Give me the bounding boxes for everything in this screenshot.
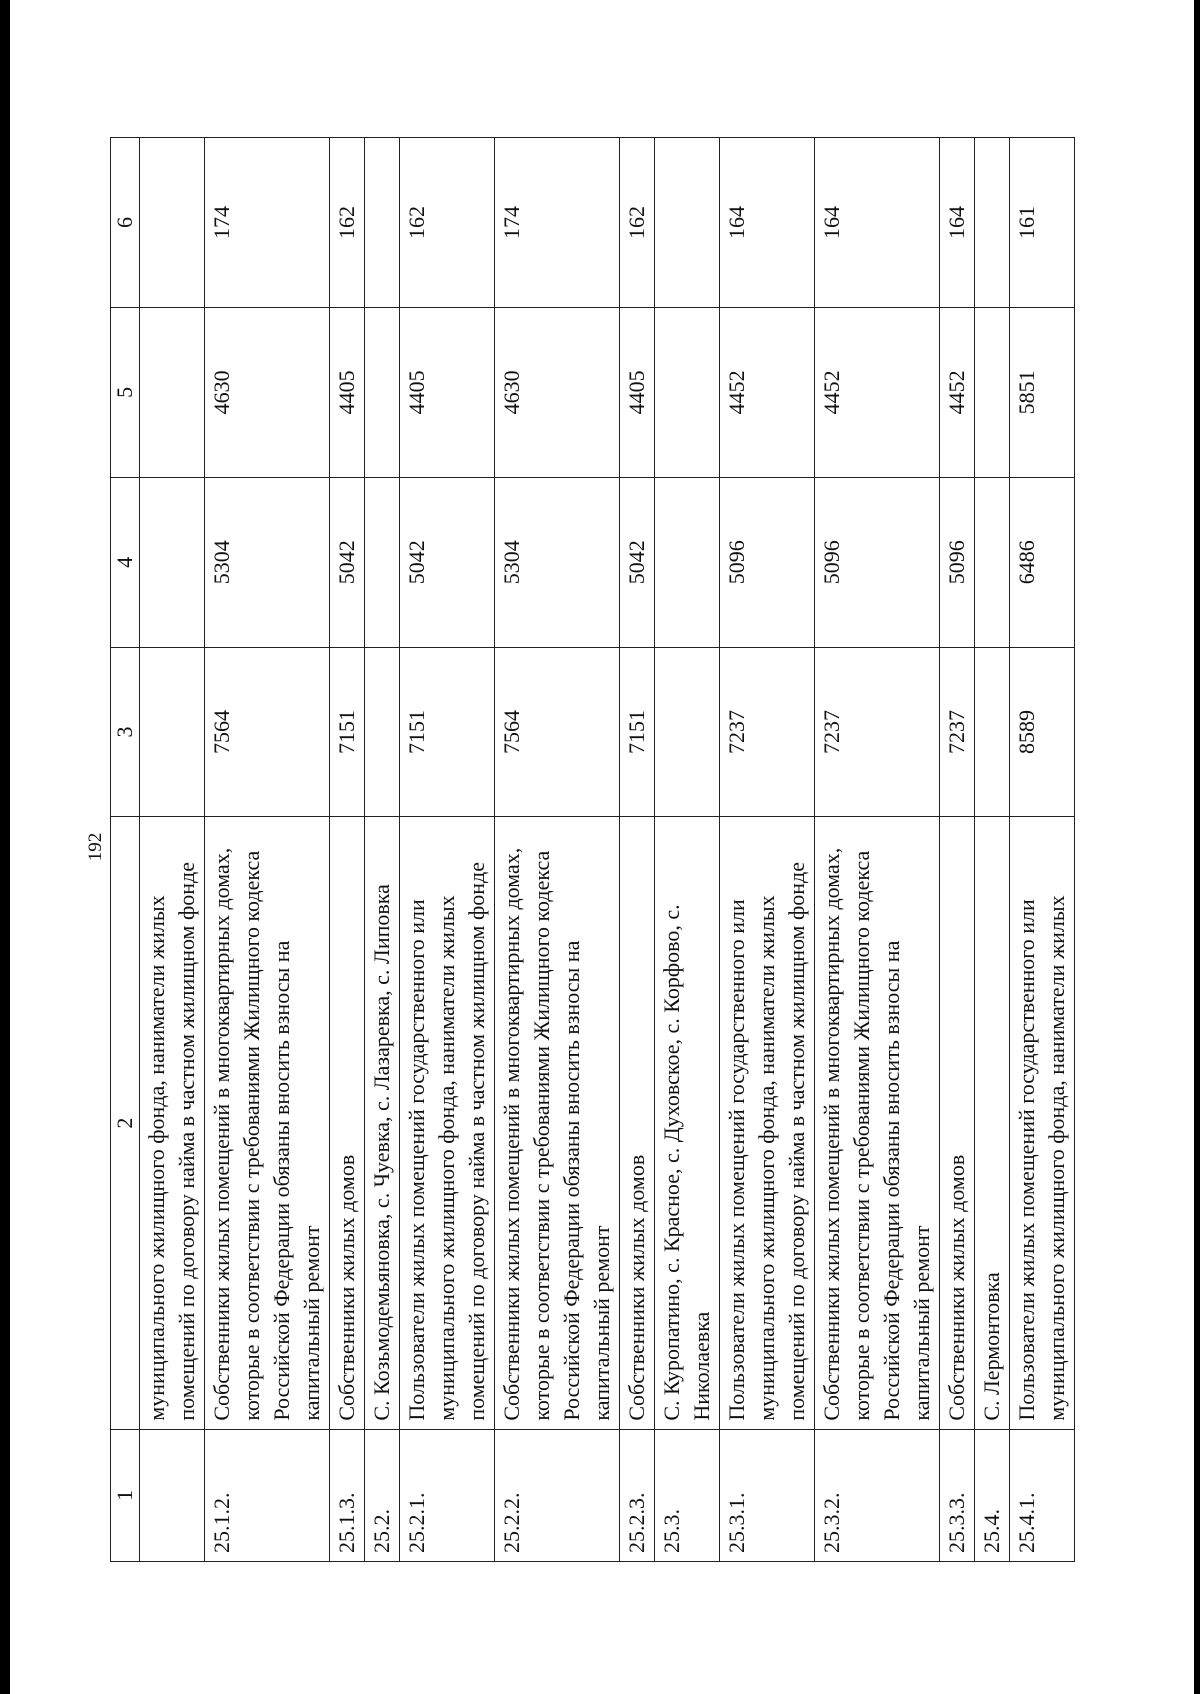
row-description: Собственники жилых помещений в многоквартирных домах, которые в соответствии с требованиями Жилищного кодекса Российской Федерации обязаны вносить взносы на капитальный ремонт	[815, 817, 940, 1429]
row-value-col4: 6486	[1010, 477, 1075, 647]
row-value-col6: 164	[940, 138, 975, 308]
table-row	[140, 138, 205, 1562]
row-value-col6: 174	[495, 138, 620, 308]
row-value-col6: 161	[1010, 138, 1075, 308]
row-code: 25.1.2.	[205, 1429, 330, 1561]
row-code: 25.2.3.	[620, 1429, 655, 1561]
row-value-col3: 7151	[620, 647, 655, 817]
row-value-col4	[140, 477, 205, 647]
row-description: Собственники жилых домов	[330, 817, 365, 1429]
row-value-col5: 5851	[1010, 307, 1075, 477]
row-value-col3: 8589	[1010, 647, 1075, 817]
row-code: 25.2.	[365, 1429, 400, 1561]
row-value-col3	[655, 647, 720, 817]
row-value-col5	[975, 307, 1010, 477]
table-row	[975, 138, 1010, 1562]
row-value-col3: 7237	[815, 647, 940, 817]
row-description: Собственники жилых помещений в многоквартирных домах, которые в соответствии с требованиями Жилищного кодекса Российской Федерации обязаны вносить взносы на капитальный ремонт	[205, 817, 330, 1429]
row-value-col5: 4405	[330, 307, 365, 477]
table-row	[940, 138, 975, 1562]
row-code: 25.4.1.	[1010, 1429, 1075, 1561]
row-value-col5	[140, 307, 205, 477]
row-value-col3: 7151	[330, 647, 365, 817]
row-value-col5: 4405	[620, 307, 655, 477]
row-value-col5: 4630	[495, 307, 620, 477]
row-value-col4	[975, 477, 1010, 647]
table-row	[655, 138, 720, 1562]
row-value-col5: 4630	[205, 307, 330, 477]
table-row	[205, 138, 330, 1562]
row-value-col6: 162	[620, 138, 655, 308]
table-row	[365, 138, 400, 1562]
row-value-col6: 162	[400, 138, 495, 308]
row-code: 25.3.1.	[720, 1429, 815, 1561]
header-col-6: 6	[111, 138, 140, 308]
row-description: С. Козьмодемьяновка, с. Чуевка, с. Лазаревка, с. Липовка	[365, 817, 400, 1429]
row-value-col4	[365, 477, 400, 647]
row-code: 25.2.1.	[400, 1429, 495, 1561]
row-code	[140, 1429, 205, 1561]
row-value-col3	[140, 647, 205, 817]
header-col-4: 4	[111, 477, 140, 647]
table-row	[495, 138, 620, 1562]
header-col-5: 5	[111, 307, 140, 477]
row-code: 25.4.	[975, 1429, 1010, 1561]
table-row	[330, 138, 365, 1562]
row-description: Пользователи жилых помещений государственного или муниципального жилищного фонда, наниматели жилых помещений по договору найма в частном жилищном фонде	[720, 817, 815, 1429]
header-col-3: 3	[111, 647, 140, 817]
row-description: Собственники жилых домов	[620, 817, 655, 1429]
row-value-col4: 5096	[815, 477, 940, 647]
row-description: С. Лермонтовка	[975, 817, 1010, 1429]
row-value-col5: 4452	[815, 307, 940, 477]
row-value-col5	[365, 307, 400, 477]
row-value-col6	[655, 138, 720, 308]
row-value-col3	[365, 647, 400, 817]
row-value-col6: 164	[720, 138, 815, 308]
row-value-col3: 7151	[400, 647, 495, 817]
table-row	[720, 138, 815, 1562]
row-description: С. Куропатино, с. Красное, с. Духовское, с. Корфово, с. Николаевка	[655, 817, 720, 1429]
row-value-col4: 5042	[330, 477, 365, 647]
row-value-col5: 4405	[400, 307, 495, 477]
row-description: Пользователи жилых помещений государственного или муниципального жилищного фонда, наниматели жилых	[1010, 817, 1075, 1429]
row-value-col3	[975, 647, 1010, 817]
row-description: Пользователи жилых помещений государственного или муниципального жилищного фонда, наниматели жилых помещений по договору найма в частном жилищном фонде	[400, 817, 495, 1429]
row-code: 25.3.	[655, 1429, 720, 1561]
table-row	[400, 138, 495, 1562]
row-value-col3: 7237	[940, 647, 975, 817]
page-number: 192	[85, 832, 106, 862]
row-value-col6: 164	[815, 138, 940, 308]
header-col-1: 1	[111, 1429, 140, 1561]
row-value-col4: 5042	[400, 477, 495, 647]
row-value-col6: 174	[205, 138, 330, 308]
row-code: 25.1.3.	[330, 1429, 365, 1561]
row-code: 25.3.2.	[815, 1429, 940, 1561]
row-value-col5: 4452	[940, 307, 975, 477]
row-value-col5	[655, 307, 720, 477]
row-value-col6	[140, 138, 205, 308]
row-value-col4: 5096	[720, 477, 815, 647]
table-row	[815, 138, 940, 1562]
header-col-2: 2	[111, 817, 140, 1429]
row-description: Собственники жилых помещений в многоквартирных домах, которые в соответствии с требованиями Жилищного кодекса Российской Федерации обязаны вносить взносы на капитальный ремонт	[495, 817, 620, 1429]
row-value-col4: 5304	[205, 477, 330, 647]
row-description: Собственники жилых домов	[940, 817, 975, 1429]
table-row	[1010, 138, 1075, 1562]
row-value-col6	[365, 138, 400, 308]
row-value-col4	[655, 477, 720, 647]
row-code: 25.3.3.	[940, 1429, 975, 1561]
row-value-col4: 5042	[620, 477, 655, 647]
table-row	[620, 138, 655, 1562]
row-code: 25.2.2.	[495, 1429, 620, 1561]
tariff-table	[110, 137, 1075, 1562]
row-value-col4: 5304	[495, 477, 620, 647]
row-value-col3: 7237	[720, 647, 815, 817]
row-description: муниципального жилищного фонда, наниматели жилых помещений по договору найма в частном жилищном фонде	[140, 817, 205, 1429]
row-value-col3: 7564	[495, 647, 620, 817]
table-header-row	[111, 138, 140, 1562]
row-value-col6: 162	[330, 138, 365, 308]
row-value-col3: 7564	[205, 647, 330, 817]
row-value-col5: 4452	[720, 307, 815, 477]
row-value-col6	[975, 138, 1010, 308]
row-value-col4: 5096	[940, 477, 975, 647]
